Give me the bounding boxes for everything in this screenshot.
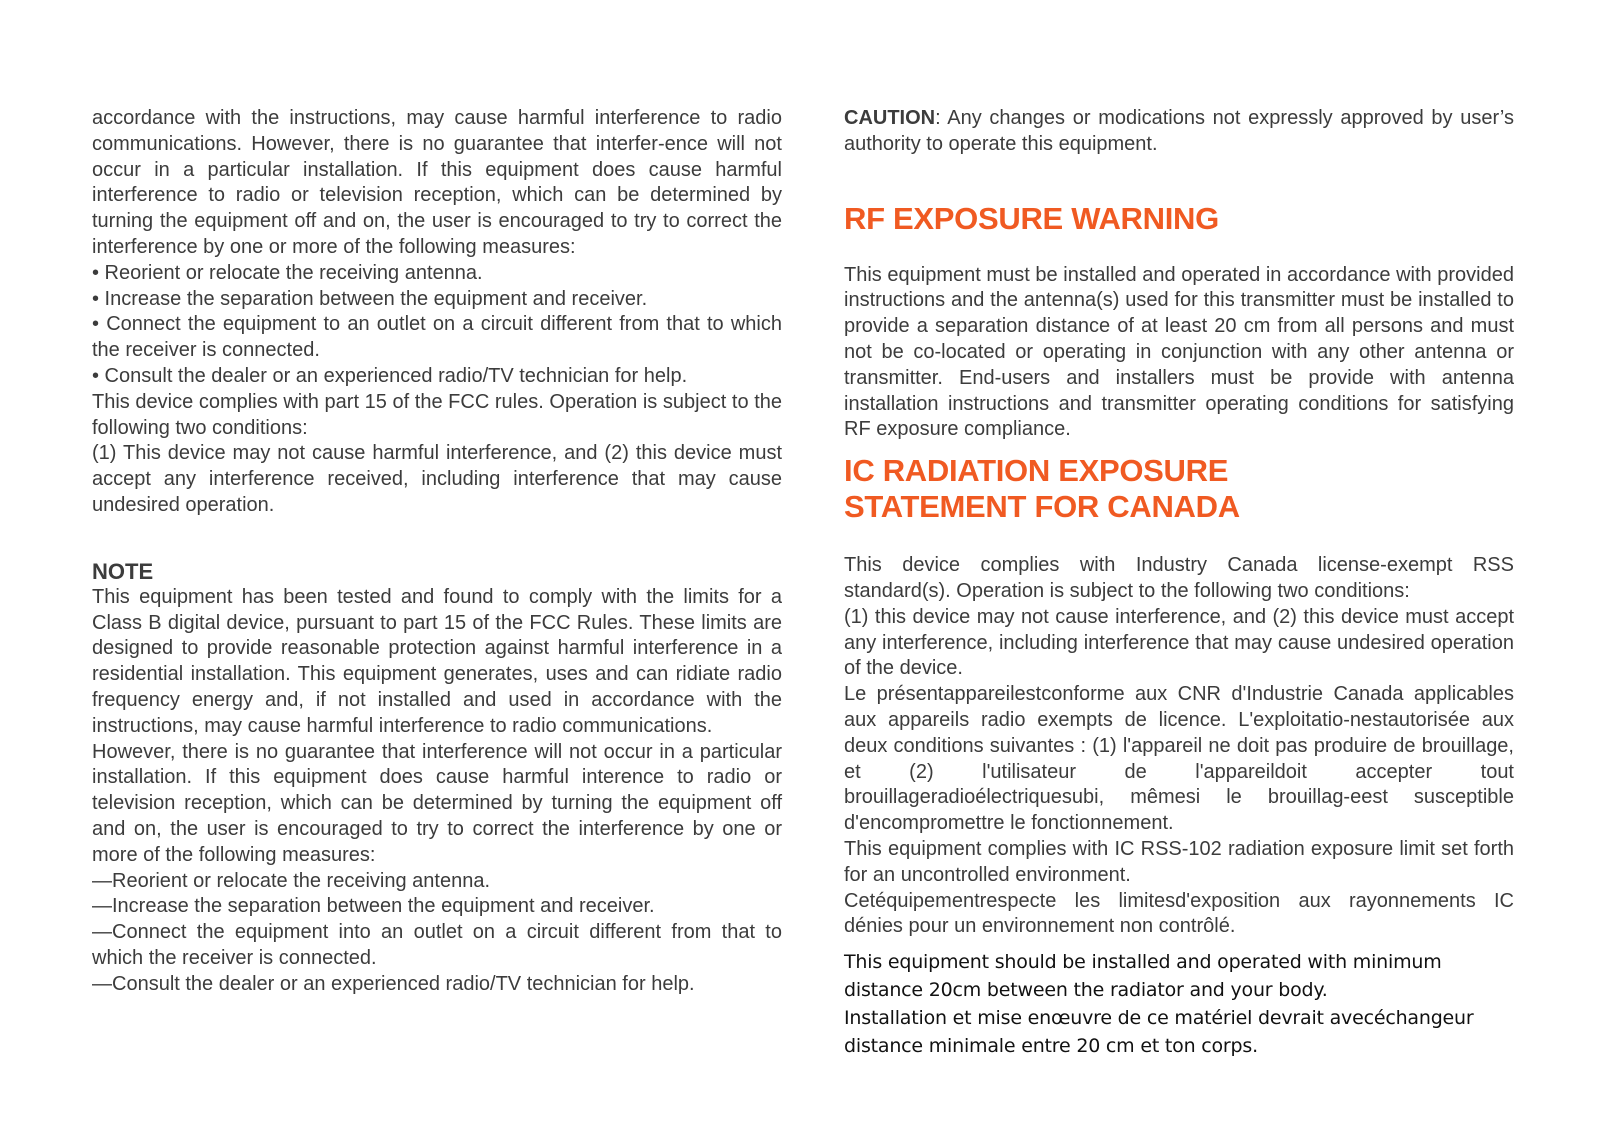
dash-item: —Consult the dealer or an experienced radio/TV technician for help. [92,972,695,995]
intro-paragraph: accordance with the instructions, may cause harmful interference to radio communications. However, there is no guarantee that interfer-ence will not occur in a particular installation. If this equipment does cause harmful interference to radio or television reception, which can be determined by turning the equipment off and on, the user is encouraged to try to correct the interference by one or more of the following measures: [92,107,782,258]
spacer [844,158,1514,201]
spacer [844,443,1514,453]
left-column [92,106,782,998]
distance-statement: This equipment should be installed and operated with minimum distance 20cm between the radiator and your body. [844,951,1442,1002]
ic-rss102-paragraph-french: Cetéquipementrespecte les limitesd'exposition aux rayonnements IC dénies pour un environnement non contrôlé. [844,889,1514,938]
spacer [844,525,1514,553]
dash-item: —Increase the separation between the equipment and receiver. [92,895,655,918]
rf-exposure-paragraph: This equipment must be installed and operated in accordance with provided instructions and the antenna(s) used for this transmitter must be installed to provide a separation distance of at least 20 cm from all persons and must not be co-located or operating in conjunction with any other antenna or transmitter. End-users and installers must be provide with antenna installation instructions and transmitter operating conditions for satisfying RF exposure compliance. [844,263,1514,441]
spacer [844,237,1514,263]
distance-statement-french: Installation et mise enœuvre de ce matériel devrait avecéchangeur distance minimale entre 20 cm et ton corps. [844,1007,1474,1058]
note-heading: NOTE [92,558,154,584]
dash-item: —Reorient or relocate the receiving antenna. [92,869,491,892]
ic-heading-line: STATEMENT FOR CANADA [844,489,1240,525]
rf-exposure-heading: RF EXPOSURE WARNING [844,200,1219,236]
caution-paragraph [844,106,1514,158]
fcc-compliance-text: This device complies with part 15 of the FCC rules. Operation is subject to the following two conditions: [92,390,782,439]
caution-label: CAUTION [844,107,936,129]
note-paragraph: However, there is no guarantee that interference will not occur in a particular installation. If this equipment does cause harmful interence to radio or television reception, which can be determined by turning the equipment off and on, the user is encouraged to try to correct the interference by one or more of the following measures: [92,740,782,866]
ic-rss102-paragraph: This equipment complies with IC RSS-102 radiation exposure limit set forth for an uncontrolled environment. [844,837,1514,886]
ic-paragraph: (1) this device may not cause interference, and (2) this device must accept any interference, including interference that may cause undesired operation of the device. [844,605,1514,680]
bullet-item: • Increase the separation between the equipment and receiver. [92,287,648,310]
ic-paragraph-french: Le présentappareilestconforme aux CNR d'Industrie Canada applicables aux appareils radio exempts de licence. L'exploitatio-nestautorisée aux deux conditions suivantes : (1) l'appareil ne doit pas produire de brouillage, et (2) l'utilisateur de l'appareildoit accepter tout brouillageradioélectriquesubi, mêmesi le brouillag-eest susceptible d'encompromettre le fonctionnement. [844,683,1514,835]
ic-heading-line: IC RADIATION EXPOSURE [844,453,1229,489]
spacer [844,940,1514,948]
dash-item: —Connect the equipment into an outlet on a circuit different from that to which the receiver is connected. [92,921,782,969]
caution-text: : Any changes or modications not expressly approved by user’s authority to operate this equipment. [844,107,1514,155]
note-paragraph: This equipment has been tested and found to comply with the limits for a Class B digital device, pursuant to part 15 of the FCC Rules. These limits are designed to provide reasonable protection against harmful interference in a residential installation. This equipment generates, uses and can ridiate radio frequency energy and, if not installed and used in accordance with the instructions, may cause harmful interference to radio communications. [92,585,782,737]
fcc-conditions-text: (1) This device may not cause harmful interference, and (2) this device must accept any interference received, including interference that may cause undesired operation. [92,442,782,516]
bullet-item: • Reorient or relocate the receiving antenna. [92,261,483,284]
bullet-item: • Connect the equipment to an outlet on a circuit different from that to which the receiver is connected. [92,313,782,362]
ic-paragraph: This device complies with Industry Canada license-exempt RSS standard(s). Operation is subject to the following two conditions: [844,554,1514,602]
bullet-item: • Consult the dealer or an experienced radio/TV technician for help. [92,364,688,387]
spacer [92,519,782,559]
right-column [844,106,1514,1060]
